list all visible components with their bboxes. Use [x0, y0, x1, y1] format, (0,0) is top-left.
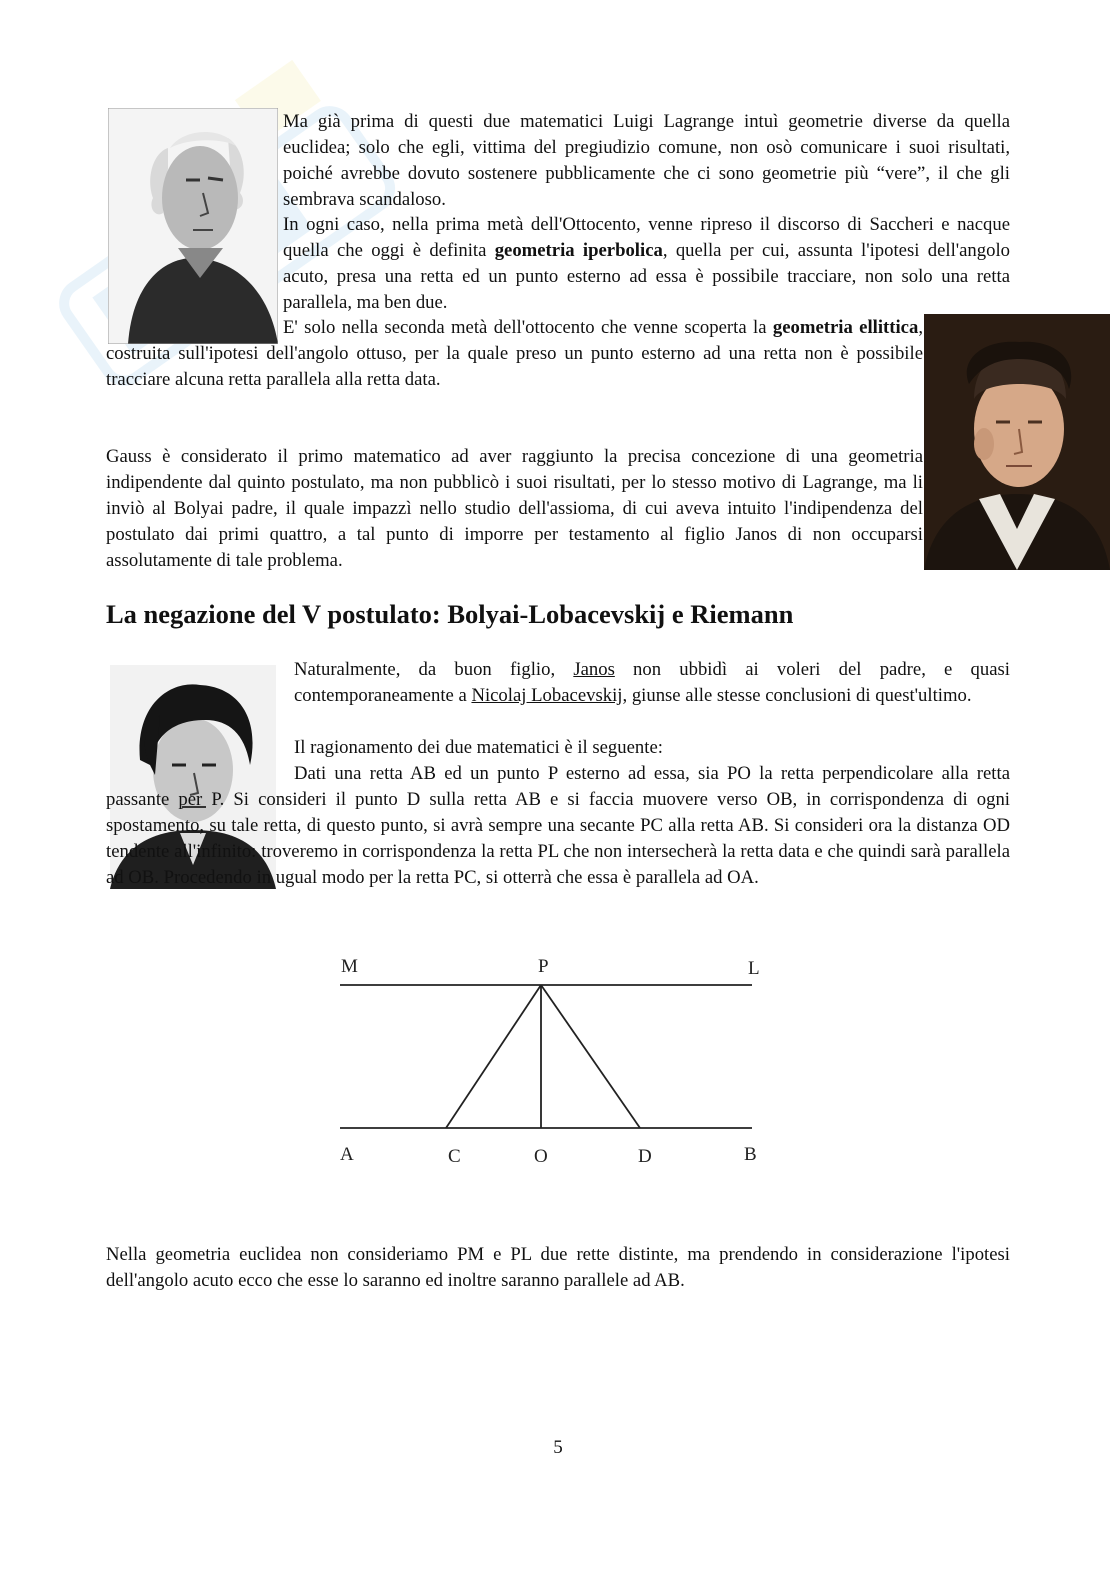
- text-segment: In ogni caso, nella prima metà dell'Ottocento, venne ripreso il discorso di Saccheri e nacque quella che oggi è definita: [283, 214, 1010, 261]
- label-B: B: [744, 1144, 757, 1165]
- link-janos[interactable]: Janos: [573, 659, 615, 680]
- paragraph-reasoning-intro: Il ragionamento dei due matematici è il seguente:: [294, 737, 663, 758]
- text-segment: non ubbidì ai voleri del padre, e quasi contemporaneamente a: [294, 659, 1010, 706]
- term-elliptic-geometry: geometria ellittica: [772, 317, 919, 338]
- link-lobacevskij[interactable]: Nicolaj Lobacevskij: [471, 684, 623, 706]
- segment-PD: [541, 985, 640, 1128]
- paragraph-reasoning: Dati una retta AB ed un punto P esterno ad essa, sia PO la retta perpendicolare alla retta passante per P. Si consideri il punto D sulla retta AB e si faccia muovere verso OB, in corrispondenza di ogni spostamento, su tale retta, di questo punto, si avrà sempre una secante PC alla retta AB. Si consideri ora la distanza OD tendente all'infinito: troveremo in corrispondenza la retta PL che non intersecherà la retta data e che quindi sarà parallela ad OB. Procedendo in ugual modo per la retta PC, si otterrà che essa è parallela ad OA.: [106, 763, 1010, 888]
- label-M: M: [341, 956, 358, 977]
- label-C: C: [448, 1146, 461, 1167]
- page-number: 5: [553, 1437, 563, 1458]
- text-segment: , quella per cui, assunta l'ipotesi dell'angolo acuto, presa una retta ed un punto esterno ad essa è possibile tracciare, non solo una retta parallela, ma ben due.: [283, 239, 1010, 313]
- paragraph-elliptic: [106, 315, 923, 393]
- label-L: L: [748, 958, 760, 979]
- parallel-lines-diagram: [328, 950, 778, 1180]
- section-heading: La negazione del V postulato: Bolyai-Lobacevskij e Riemann: [106, 599, 794, 629]
- label-O: O: [534, 1146, 548, 1167]
- paragraph-gauss: Gauss è considerato il primo matematico ad aver raggiunto la precisa concezione di una geometria indipendente dal quinto postulato, ma non pubblicò i suoi risultati, per lo stesso motivo di Lagrange, ma li inviò al Bolyai padre, il quale impazzì nello studio dell'assioma, di cui aveva intuito l'indipendenza del postulato dai primi quattro, a tal punto di imporre per testamento al figlio Janos di non occuparsi assolutamente di tale problema.: [106, 446, 923, 571]
- label-P: P: [538, 956, 549, 977]
- text-segment: , giunse alle stesse conclusioni di quest'ultimo.: [622, 684, 972, 706]
- label-D: D: [638, 1146, 652, 1167]
- gauss-portrait: [924, 314, 1110, 570]
- text-segment: , costruita sull'ipotesi dell'angolo ottuso, per la quale preso un punto esterno ad una retta non è possibile tracciare alcuna retta parallela alla retta data.: [106, 317, 923, 390]
- paragraph-janos: [294, 657, 1010, 709]
- text-segment: Naturalmente, da buon figlio,: [294, 659, 574, 680]
- term-hyperbolic-geometry: geometria iperbolica: [494, 239, 663, 261]
- paragraph-hyperbolic: [283, 212, 1010, 316]
- segment-PC: [446, 985, 541, 1128]
- paragraph-conclusion: Nella geometria euclidea non consideriamo PM e PL due rette distinte, ma prendendo in considerazione l'ipotesi dell'angolo acuto ecco che esse lo saranno ed inoltre saranno parallele ad AB.: [106, 1244, 1010, 1291]
- label-A: A: [340, 1144, 354, 1165]
- lagrange-portrait: [108, 108, 278, 344]
- text-segment: E' solo nella seconda metà dell'ottocento che venne scoperta la: [283, 317, 773, 338]
- paragraph-lagrange: Ma già prima di questi due matematici Luigi Lagrange intuì geometrie diverse da quella euclidea; solo che egli, vittima del pregiudizio comune, non osò comunicare i suoi risultati, poiché avrebbe dovuto sostenere pubblicamente che ci sono geometrie più “vere”, il che gli sembrava scandaloso.: [283, 111, 1010, 210]
